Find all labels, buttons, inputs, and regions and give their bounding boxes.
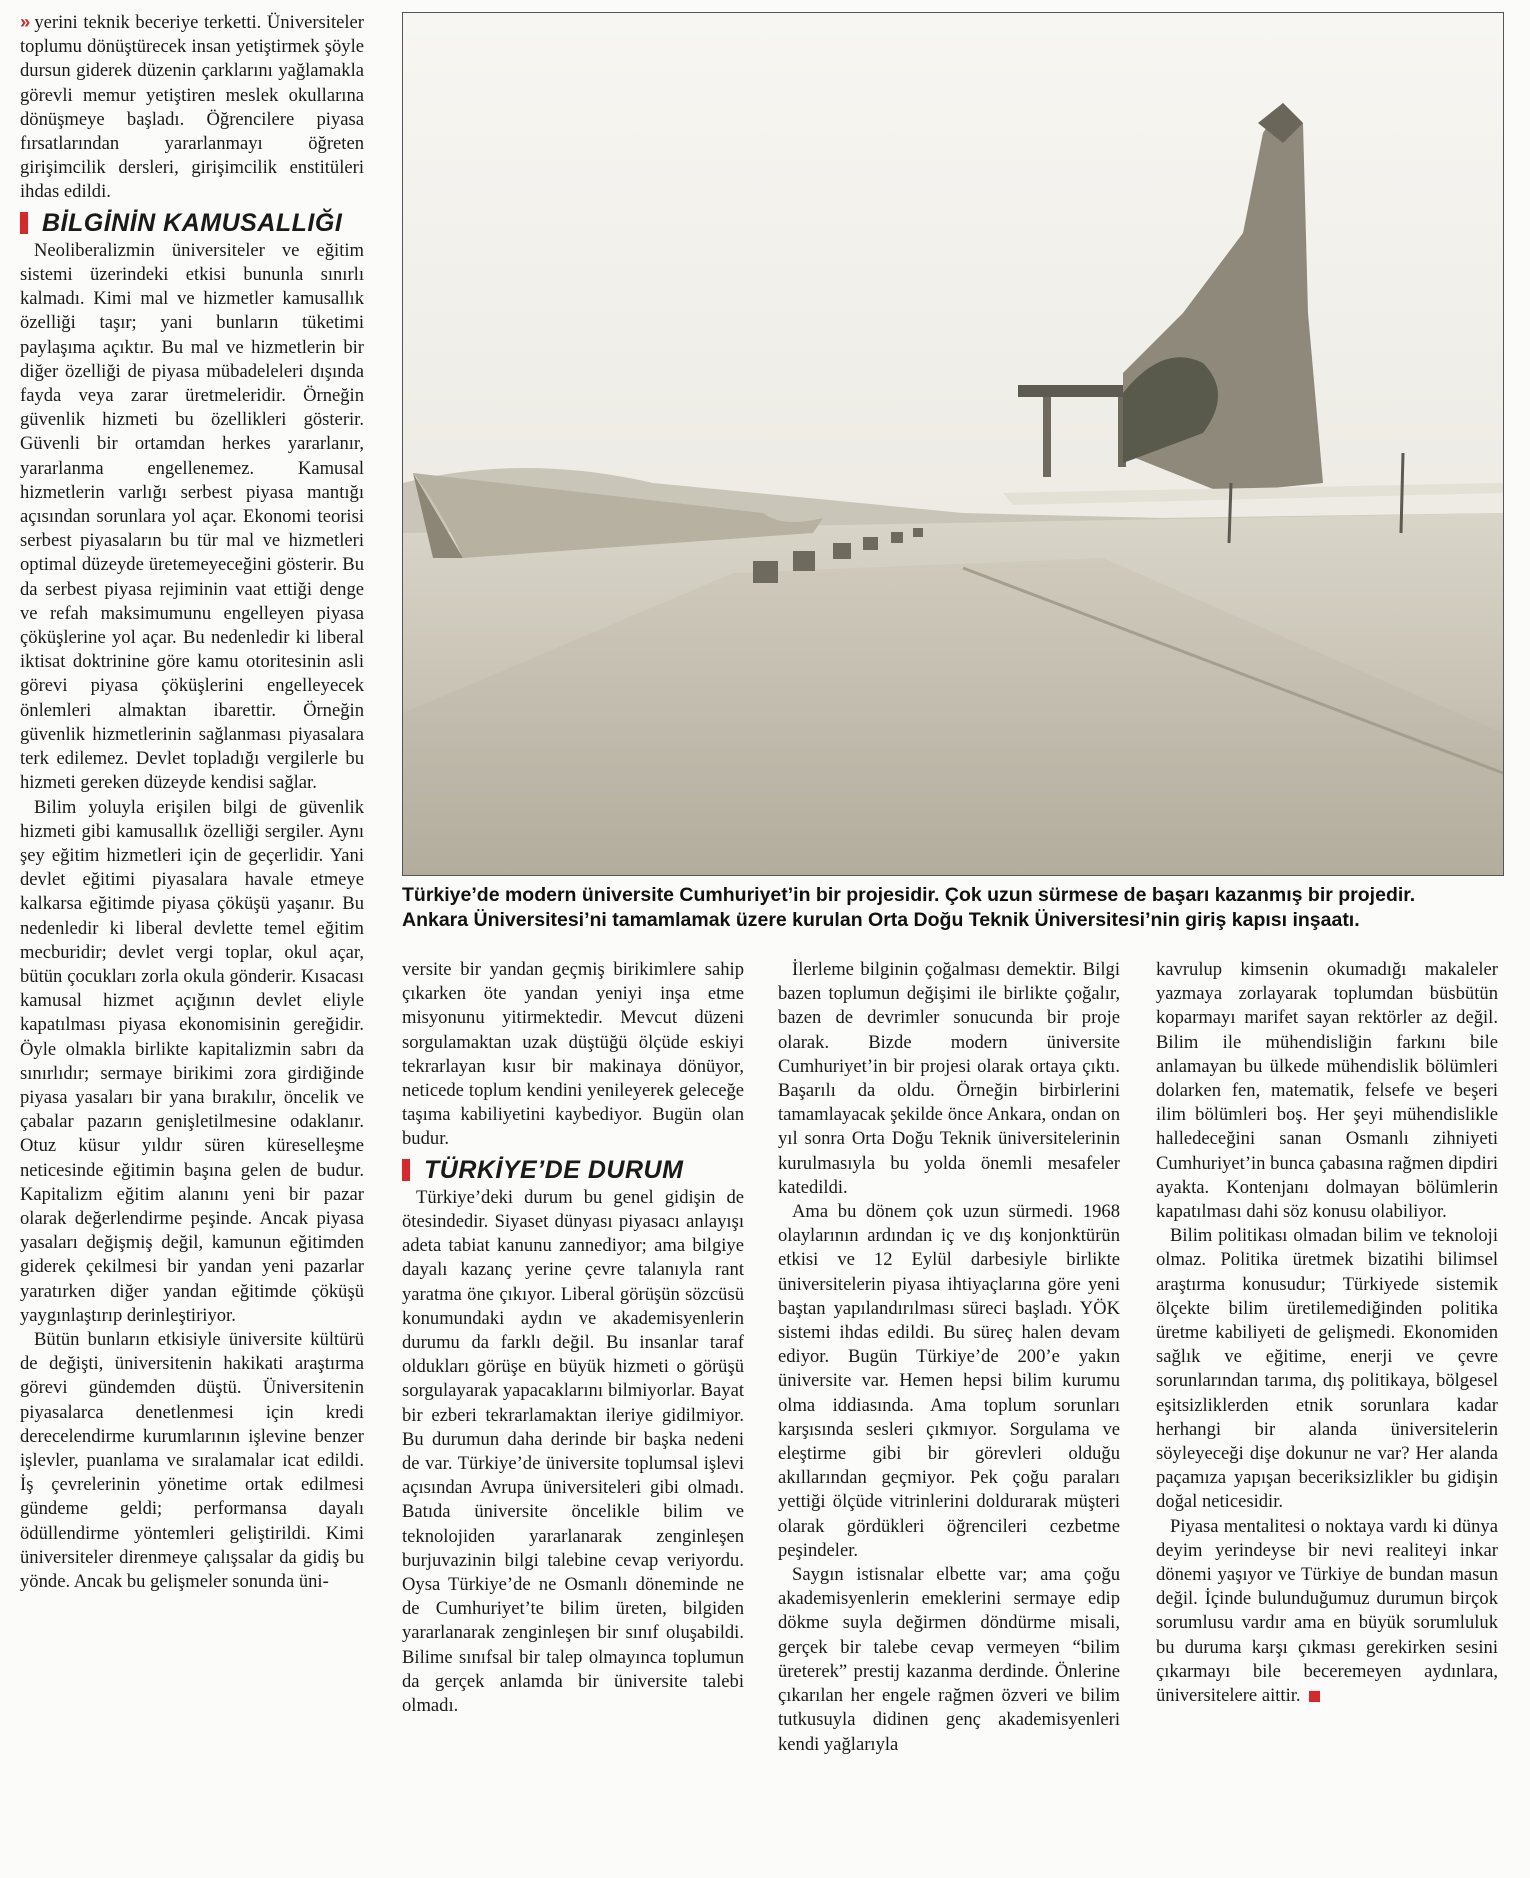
paragraph: Bilim yoluyla erişilen bilgi de güvenlik hizmeti gibi kamusallık özelliği sergiler. Aynı şey eğitim hizmetleri için de geçerlidir. Yani devlet eğitimi piyasalara havale etmeye kalkarsa eğitimde piyasa çöküşü yaşanır. Bu nedenledir ki liberal devlette temel eğitim mecburidir; devlet vergi toplar, okul açar, bütün çocukları zorla okula gönderir. Kısacası kamusal hizmet açığının devlet eliyle kapatılması piyasa ekonomisinin gereğidir. Öyle olmakla birlikte kapitalizmin sabrı da sınırlıdır; sermaye birikimi zora girdiğinde piyasa yasaları bir yana bırakılır, öncelik ve çabalar pazarın genişletilmesine odaklanır. Otuz küsur yıldır süren küreselleşme neticesinde eğitimin başına gelen de budur. Kapitalizm eğitim alanını yeni bir pazar olarak değerlendirme peşinde. Ancak piyasa yasaları değişmiş değil, kamunun eğitimden giderek çekilmesi bir yandan yeni pazarlar yaratırken diğer yandan eğitimde çöküşü yaygınlaştırıp derinleştiriyor. [20,796,364,1326]
column-1 [20,10,364,1594]
column-2 [402,958,744,1718]
column-4 [1156,958,1498,1708]
paragraph: versite bir yandan geçmiş birikimlere sahip çıkarken öte yandan yeniyi inşa etme misyonunu yitirmektedir. Mevcut düzeni sorgulamaktan uzak düştüğü ölçüde eskiyi tekrarlayan kısır bir makinaya dönüyor, neticede toplum kendini yenileyerek geleceğe taşıma kabiliyetini kaybediyor. Bugün olan budur. [402,959,744,1150]
paragraph: Saygın istisnalar elbette var; ama çoğu akademisyenlerin emeklerini sermaye edip dökme suyla değirmen döndürme misali, gerçek bir talebe cevap vermeyen “bilim üreterek” prestij kazanma derdinde. Önlerine çıkarılan her engele rağmen özveri ve bilim tutkusuyla didinen genç akademisyenleri kendi yağlarıyla [778,1564,1120,1755]
paragraph: Neoliberalizmin üniversiteler ve eğitim sistemi üzerindeki etkisi bununla sınırlı kalmadı. Kimi mal ve hizmetler kamusallık özelliği taşır; yani bunların tüketimi paylaşıma açıktır. Bu mal ve hizmetlerin bir diğer özelliği de piyasa mübadeleleri dışında fayda veya zarar üretmeleridir. Örneğin güvenlik hizmeti bu özellikleri gösterir. Güvenli bir ortamdan herkes yararlanır, yararlanma engellenemez. Kamusal hizmetlerin varlığı serbest piyasa mantığı açısından sorunlara yol açar. Ekonomi teorisi serbest piyasaların bu tür mal ve hizmetleri optimal düzeyde üretemeyeceğini gösterir. Bu da serbest piyasa rejiminin vaat ettiği denge ve refah maksimumunu engelleyen piyasa çöküşlerine yol açar. Bu nedenledir ki liberal iktisat doktrinine göre kamu otoritesinin asli görevi piyasa çöküşlerini engelleyecek önlemleri almaktan ibarettir. Örneğin güvenlik hizmetlerinin sağlanması piyasalara terk edilemez. Devlet topladığı vergilerle bu hizmeti gereken düzeyde kendisi sağlar. [20,239,364,794]
caption-line: Ankara Üniversitesi’ni tamamlamak üzere kurulan Orta Doğu Teknik Üniversitesi’nin giriş kapısı inşaatı. [402,909,1360,931]
paragraph: Ama bu dönem çok uzun sürmedi. 1968 olaylarının ardından iç ve dış konjonktürün etkisi ve 12 Eylül darbesiyle birlikte üniversitelerin piyasa ihtiyaçlarına göre yeni baştan yapılandırılması süreci başladı. YÖK sistemi ihdas edildi. Bu süreç halen devam ediyor. Bugün Türkiye’de 200’e yakın üniversite var. Hemen hepsi bilim kurumu olma iddiasında. Ama toplum sorunları karşısında sesleri çıkmıyor. Sorgulama ve eleştirme gibi bir görevleri olduğu akıllarından geçmiyor. Pek çoğu paraları yettiği ölçüde vitrinlerini doldurarak müşteri olarak gördükleri öğrencileri cezbetme peşindeler. [778,1201,1120,1561]
red-bar-icon [20,212,28,234]
paragraph: Bütün bunların etkisiyle üniversite kültürü de değişti, üniversitenin hakikati araştırma görevi gündemden düştü. Üniversitenin piyasalarca denetlenmesi için kredi derecelendirme kurumlarının işlevine benzer işlevler, puanlama ve sıralamalar icat edildi. İş çevrelerinin yönetime ortak edilmesi gündeme geldi; performansa dayalı ödüllendirme yöntemleri geliştirildi. Kimi üniversiteler direnmeye çalışsalar da gidiş bu yönde. Ancak bu gelişmeler sonunda üni- [20,1328,364,1592]
section-heading: TÜRKİYE’DE DURUM [402,1158,744,1182]
paragraph: Türkiye’deki durum bu genel gidişin de ötesindedir. Siyaset dünyası piyasacı anlayışı adeta tabiat kanunu zannediyor; ama bilgiye dayalı kazanç yerine çevre talanıyla rant yaratma öne çıkıyor. Liberal görüşün sözcüsü konumundaki aydın ve akademisyenlerin durumu da farklı değil. Bu insanlar taraf oldukları görüşe en büyük hizmeti o görüşü sorgulayarak yapacaklarını bilmiyorlar. Bayat bir ezberi tekrarlamaktan ileriye gidilmiyor. Bu durumun daha derinde bir başka nedeni de var. Türkiye’de üniversite toplumsal işlevi açısından Avrupa üniversiteleri gibi olmadı. Batıda üniversite öncelikle bilim ve teknolojiden yararlanarak zenginleşen burjuvazinin bilgi talebine cevap veriyordu. Oysa Türkiye’de ne Osmanlı döneminde ne de Cumhuriyet’te bilim üreten, bilgiden yararlanarak zenginleşen bir sınıf oluşabildi. Bilime sınıfsal bir talep olmayınca toplumun da gerçek anlamda bir üniversite talebi olmadı. [402,1186,744,1717]
end-mark-icon [1309,1691,1320,1702]
column-3 [778,958,1120,1757]
photo-icon [403,13,1503,875]
paragraph: kavrulup kimsenin okumadığı makaleler yazmaya zorlayarak toplumdan büsbütün koparmayı marifet sayan rektörler az değil. Bilim ile mühendisliğin farkını bile anlamayan bu ülkede mühendislik bölümleri dolarken fen, matematik, felsefe ve beşeri ilim bölümleri boş. Her şeyi mühendislikle halledeceğini sanan Osmanlı zihniyeti Cumhuriyet’in bunca çabasına rağmen dipdiri ayakta. Kontenjanı dolmayan bölümlerin kapatılması dahi söz konusu olabiliyor. [1156,959,1498,1223]
continue-arrow-icon: » [20,11,31,32]
section-heading: BİLGİNİN KAMUSALLIĞI [20,211,364,235]
photo [402,12,1504,876]
paragraph: Bilim politikası olmadan bilim ve teknoloji olmaz. Politika üretmek bizatihi bilimsel araştırma konusudur; Türkiyede sistemik ölçekte bilim üretilemediğinden politika üretme kabiliyeti de gelişmedi. Ekonomiden sağlık ve eğitime, enerji ve çevre sorunlarından tarıma, dış politikaya, bölgesel eşitsizliklerden etnik sorunlara kadar herhangi bir alanda üniversitelerin söyleyeceği dişe dokunur ne var? Her alanda paçamıza yapışan beceriksizlikler bu gidişin doğal neticesidir. [1156,1225,1498,1513]
red-bar-icon [402,1159,410,1181]
paragraph: Piyasa mentalitesi o noktaya vardı ki dünya deyim yerindeyse bir nevi realiteyi inkar dönemi yaşıyor ve Türkiye de bundan masun değil. İçinde bulunduğumuz durumun birçok sorumlusu vardır ama en büyük sorumluluk bu duruma karşı çıkması gerekirken sesini çıkarmayı bile beceremeyen aydınlara, üniversitelere aittir. [1156,1515,1498,1707]
paragraph: İlerleme bilginin çoğalması demektir. Bilgi bazen toplumun değişimi ile birlikte çoğalır, bazen de devrimler sonucunda bir proje olarak. Bizde modern üniversite Cumhuriyet’in bir projesi olarak ortaya çıktı. Başarılı da oldu. Örneğin birbirlerini tamamlayacak şekilde önce Ankara, ondan on yıl sonra Orta Doğu Teknik üniversitelerinin kurulmasıyla bu yolda önemli mesafeler katedildi. [778,959,1120,1198]
photo-caption [402,883,1507,933]
caption-line: Türkiye’de modern üniversite Cumhuriyet’in bir projesidir. Çok uzun sürmese de başarı kazanmış bir projedir. [402,884,1416,906]
intro-paragraph: » yerini teknik beceriye terketti. Üniversiteler toplumu dönüştürecek insan yetiştirmek şöyle dursun giderek düzenin çarklarını yağlamakla görevli memur yetiştiren meslek okullarına dönüşmeye başladı. Öğrencilere piyasa fırsatlarından yararlanmayı öğreten girişimcilik dersleri, girişimcilik enstitüleri ihdas edildi. [20,11,364,203]
